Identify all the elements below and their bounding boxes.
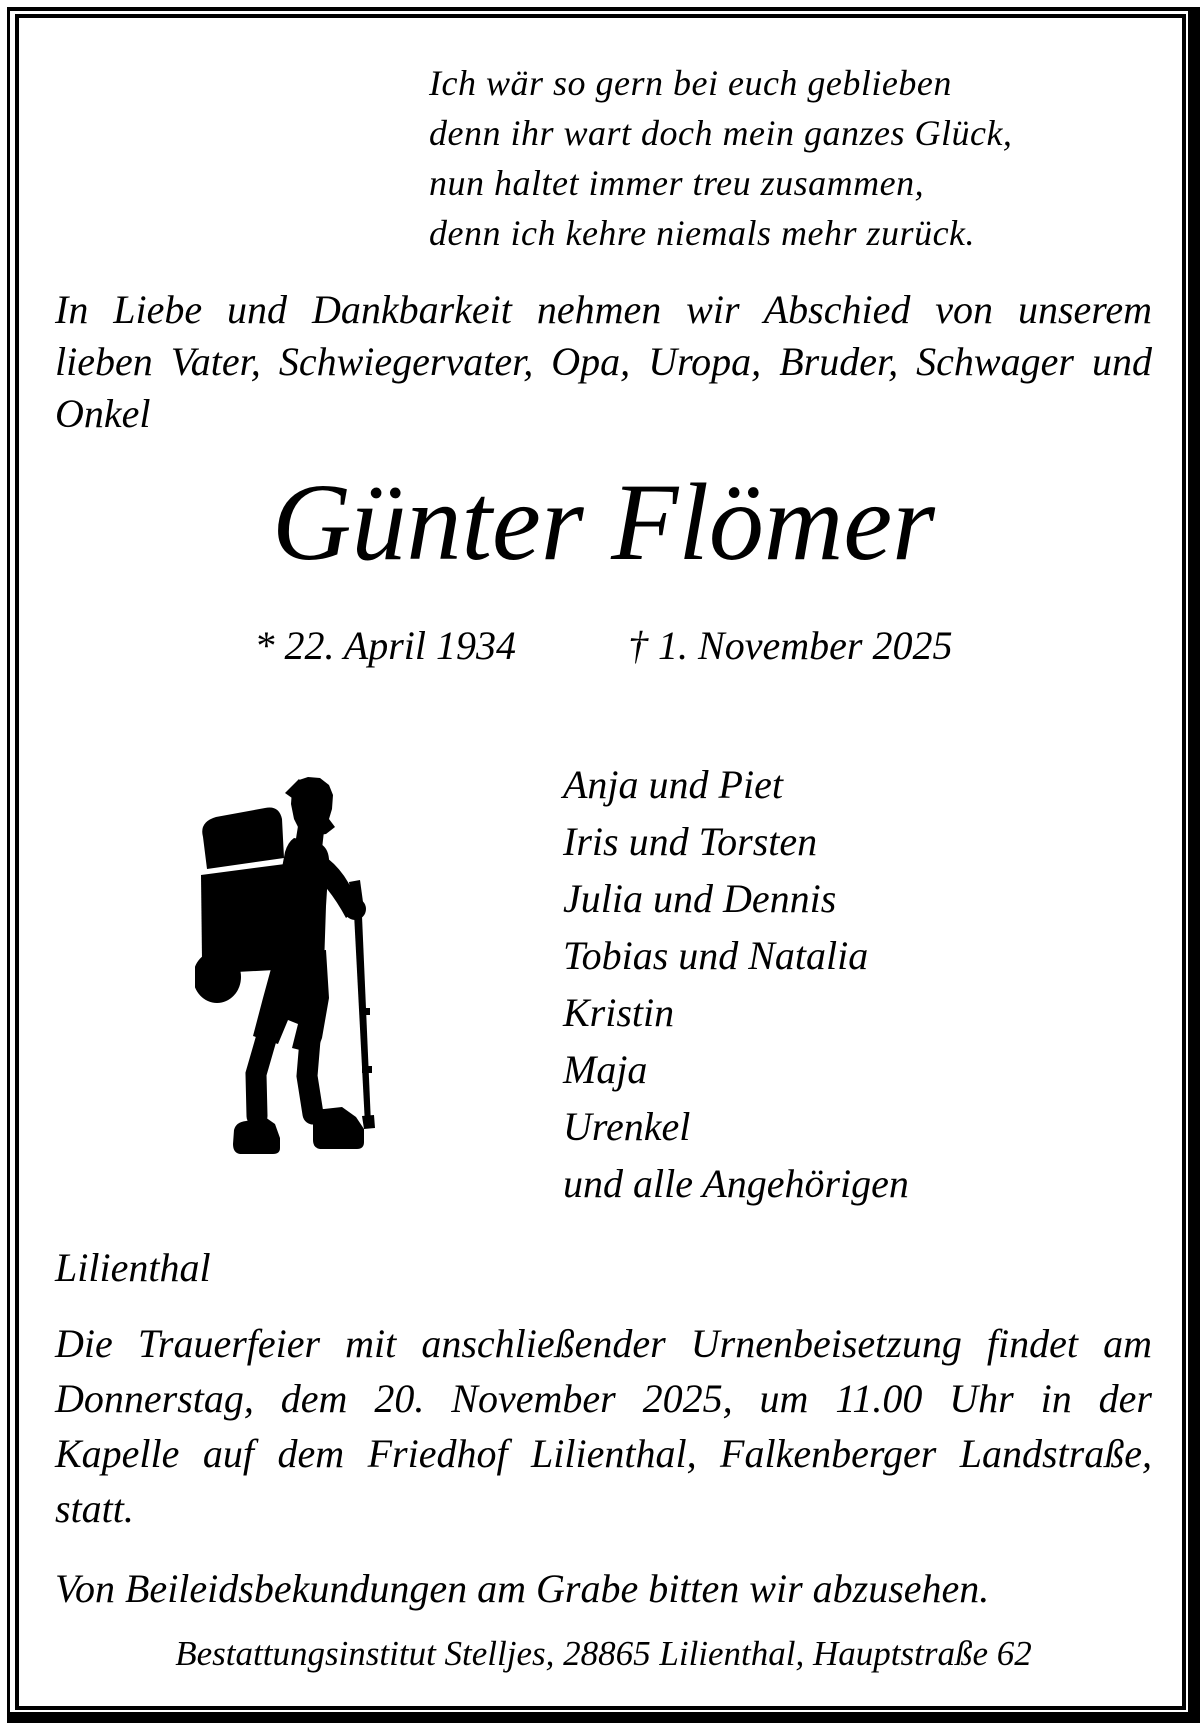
farewell-intro-text: In Liebe und Dankbarkeit nehmen wir Abschied von unserem lieben Vater, Schwiegervater, Opa, Uropa, Bruder, Schwager und Onkel	[55, 287, 1152, 436]
poem-line-1: Ich wär so gern bei euch geblieben	[429, 63, 952, 103]
place-name: Lilienthal	[55, 1245, 211, 1290]
mourner-line: Iris und Torsten	[563, 819, 818, 864]
notice-content	[19, 18, 1182, 1706]
middle-section	[55, 728, 1152, 1212]
deceased-name: Günter Flömer	[272, 461, 935, 583]
hiker-silhouette-svg	[195, 776, 377, 1158]
mourner-line: Urenkel	[563, 1104, 691, 1149]
birth-date: * 22. April 1934	[254, 623, 517, 668]
poem-line-2: denn ihr wart doch mein ganzes Glück,	[429, 113, 1013, 153]
funeral-home-line: Bestattungsinstitut Stelljes, 28865 Lilienthal, Hauptstraße 62	[175, 1634, 1032, 1673]
life-dates	[55, 620, 1152, 672]
mourner-line: und alle Angehörigen	[563, 1161, 909, 1206]
poem-line-4: denn ich kehre niemals mehr zurück.	[429, 213, 976, 253]
notice-frame-inner	[15, 14, 1186, 1710]
mourner-line: Anja und Piet	[563, 762, 783, 807]
death-date: † 1. November 2025	[628, 623, 953, 668]
mourner-line: Kristin	[563, 990, 675, 1035]
memorial-poem	[429, 58, 1152, 258]
mourner-line: Julia und Dennis	[563, 876, 837, 921]
hiker-silhouette-image	[195, 776, 377, 1158]
mourner-line: Tobias und Natalia	[563, 933, 869, 978]
funeral-details-text: Die Trauerfeier mit anschließender Urnenbeisetzung findet am Donnerstag, dem 20. November 2025, um 11.00 Uhr in der Kapelle auf dem Friedhof Lilienthal, Falkenberger Landstraße, statt.	[55, 1321, 1152, 1531]
notice-frame-outer	[7, 7, 1200, 1723]
poem-line-3: nun haltet immer treu zusammen,	[429, 163, 925, 203]
mourner-line: Maja	[563, 1047, 648, 1092]
mourners-list	[563, 756, 909, 1212]
condolence-note-text: Von Beileidsbekundungen am Grabe bitten wir abzusehen.	[55, 1566, 990, 1611]
